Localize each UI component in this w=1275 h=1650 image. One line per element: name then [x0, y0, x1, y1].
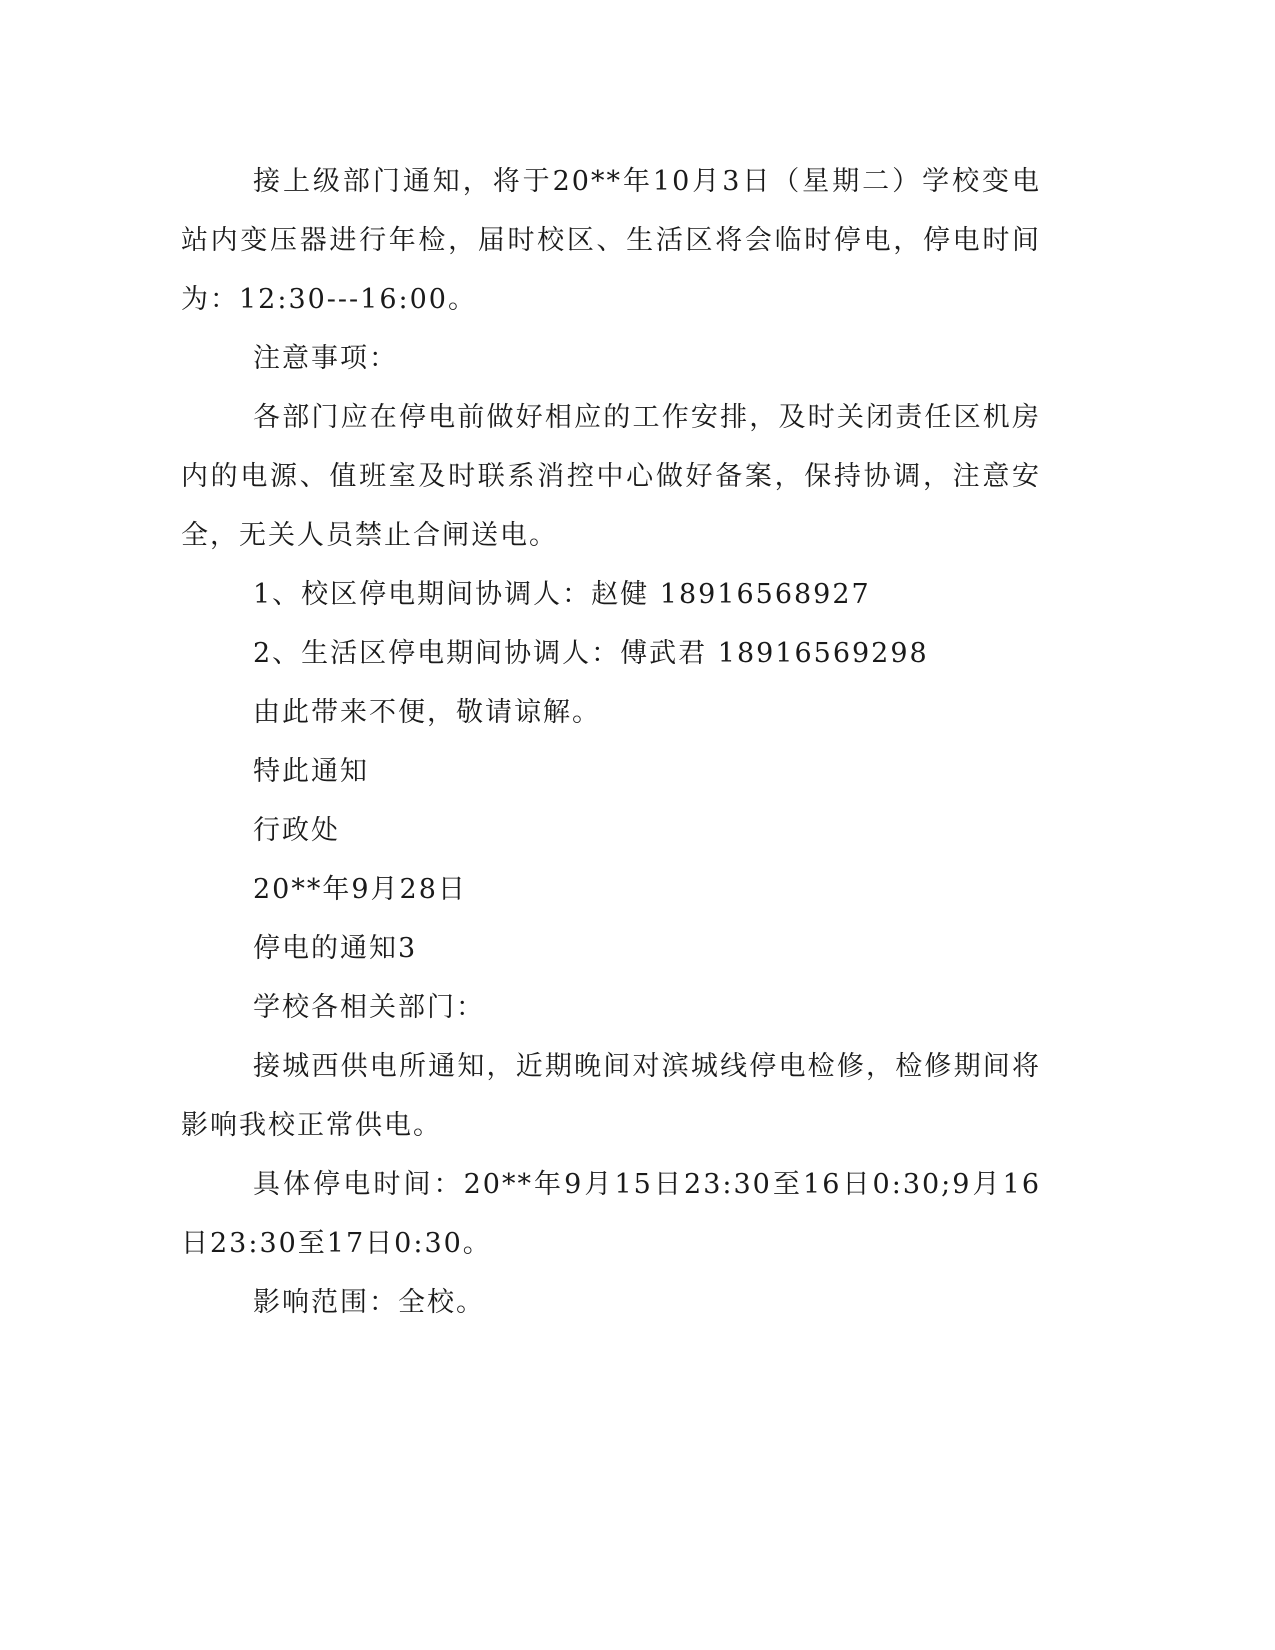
paragraph-outage-times: 具体停电时间：20**年9月15日23:30至16日0:30;9月16日23:30至17日0:30。	[181, 1169, 1041, 1259]
paragraph-salutation: 学校各相关部门：	[253, 992, 485, 1023]
paragraph-affected-scope: 影响范围：全校。	[253, 1287, 485, 1318]
paragraph-signature-office: 行政处	[253, 815, 340, 846]
paragraph-hereby-notice: 特此通知	[253, 756, 369, 787]
paragraph-apology: 由此带来不便，敬请谅解。	[253, 697, 601, 728]
paragraph-living-area-coordinator: 2、生活区停电期间协调人：傅武君 18916569298	[253, 638, 929, 669]
paragraph-signature-date: 20**年9月28日	[253, 874, 467, 905]
paragraph-notes-heading: 注意事项：	[253, 343, 398, 374]
paragraph-department-instructions: 各部门应在停电前做好相应的工作安排，及时关闭责任区机房内的电源、值班室及时联系消控中心做好备案，保持协调，注意安全，无关人员禁止合闸送电。	[181, 402, 1041, 551]
paragraph-campus-coordinator: 1、校区停电期间协调人：赵健 18916568927	[253, 579, 871, 610]
paragraph-inspection-notice: 接上级部门通知，将于20**年10月3日（星期二）学校变电站内变压器进行年检，届时校区、生活区将会临时停电，停电时间为：12:30---16:00。	[181, 166, 1041, 315]
paragraph-maintenance-notice: 接城西供电所通知，近期晚间对滨城线停电检修，检修期间将影响我校正常供电。	[181, 1051, 1041, 1141]
section-title-notice-3: 停电的通知3	[253, 933, 418, 964]
document-body	[181, 152, 1041, 1332]
